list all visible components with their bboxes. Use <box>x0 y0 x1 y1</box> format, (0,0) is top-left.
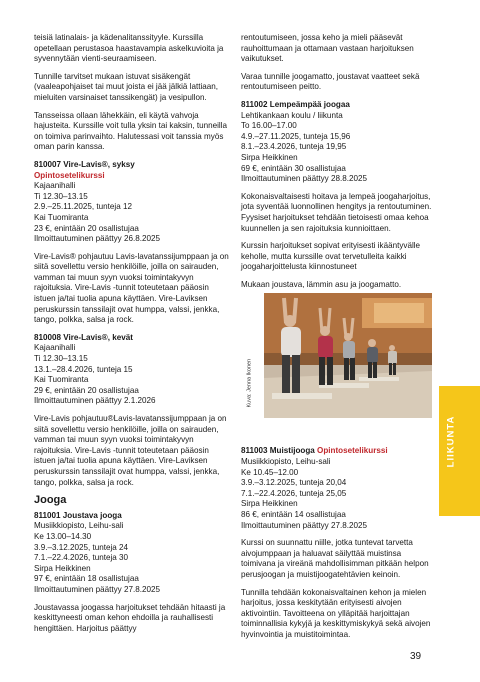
course-time: To 16.00–17.00 <box>241 121 297 131</box>
course-location: Musiikkiopisto, Leihu-sali <box>241 457 331 467</box>
course-price: 86 €, enintään 14 osallistujaa <box>241 510 346 520</box>
course-teacher: Kai Tuomiranta <box>34 375 89 385</box>
course-location: Kajaanihalli <box>34 181 76 191</box>
course-location: Lehtikankaan koulu / liikunta <box>241 110 343 120</box>
course-price: 69 €, enintään 30 osallistujaa <box>241 163 346 173</box>
course-registration: Ilmoittautuminen päättyy 27.8.2025 <box>241 520 367 530</box>
yoga-class-photo <box>264 293 432 418</box>
course-price: 29 €, enintään 20 osallistujaa <box>34 385 139 395</box>
course-tag: Opintosetelikurssi <box>34 170 105 180</box>
course-dates: 13.1.–28.4.2026, tunteja 15 <box>34 364 133 374</box>
course-description: Kurssi on suunnattu niille, jotka tuntevat tarvetta aivojumppaan ja haluavat säilyttää muistinsa toimivana ja vireänä mahdollisimman pitkään helpon perusjoogan ja muistijoogatehtävien keinoin. <box>241 538 429 579</box>
continued-paragraph: rentoutumiseen, jossa keho ja mieli pääsevät rauhoittumaan ja ottamaan vastaan harjoituksen vaikutukset. <box>241 33 414 64</box>
course-location: Kajaanihalli <box>34 343 76 353</box>
course-teacher: Sirpa Heikkinen <box>34 563 91 573</box>
course-price: 23 €, enintään 20 osallistujaa <box>34 223 139 233</box>
course-teacher: Sirpa Heikkinen <box>241 499 298 509</box>
course-dates-spring: 7.1.–22.4.2026, tunteja 25,05 <box>241 488 347 498</box>
course-registration: Ilmoittautuminen päättyy 26.8.2025 <box>34 234 160 244</box>
course-time: Ti 12.30–13.15 <box>34 354 88 364</box>
course-dates-autumn: 3.9.–3.12.2025, tunteja 24 <box>34 542 129 552</box>
course-time: Ke 10.45–12.00 <box>241 467 299 477</box>
course-dates-autumn: 4.9.–27.11.2025, tunteja 15,96 <box>241 131 351 141</box>
course-811001 <box>34 511 230 596</box>
yoga-class-illustration <box>264 293 432 418</box>
course-title: 811002 Lempeämpää joogaa <box>241 99 350 109</box>
course-dates-spring: 7.1.–22.4.2026, tunteja 30 <box>34 553 129 563</box>
course-time: Ti 12.30–13.15 <box>34 191 88 201</box>
course-price: 97 €, enintään 18 osallistujaa <box>34 574 139 584</box>
course-location: Musiikkiopisto, Leihu-sali <box>34 521 124 531</box>
course-title-text: 811003 Muistijooga <box>241 446 315 456</box>
course-description: Joustavassa joogassa harjoitukset tehdään hitaasti ja keskittyneesti oman kehon ehdoilla ja rauhallisesti hengittäen. Harjoitus päättyy <box>34 602 226 633</box>
course-dates-autumn: 3.9.–3.12.2025, tunteja 20,04 <box>241 478 347 488</box>
course-811003 <box>241 446 437 531</box>
course-title: 811001 Joustava jooga <box>34 510 122 520</box>
course-810007 <box>34 160 230 245</box>
photo-credit-text: Kuva: Jenna Ikonen <box>246 358 253 408</box>
course-registration: Ilmoittautuminen päättyy 2.1.2026 <box>34 396 156 406</box>
course-description: Kurssin harjoitukset sopivat erityisesti ikääntyvälle keholle, mutta kurssille ovat tervetulleita kaikki joogaharjoittelusta kiinnostuneet <box>241 241 421 272</box>
course-811002 <box>241 100 437 185</box>
intro-paragraph: Tansseissa ollaan lähekkäin, eli käytä vahvoja hajusteita. Kurssille voit tulla yksin tai kaksin, tunneilla on toimiva parinvaihto. Halutessasi voit tanssia myös oman parin kanssa. <box>34 110 227 152</box>
course-description: Vire-Lavis® pohjautuu Lavis-lavatanssijumppaan ja on siitä sovellettu versio henkilöille, joilla on sairauden, vamman tai muun syyn vuoksi toimintakyvyn rajoituksia. Vire-Lavis -tunnit toteutetaan pääosin istuen ja/tai tuolia apuna käyttäen. Vire-Laviksen peruskurssin tanssilajit ovat humppa, valssi, jenkka, tango, polkka, salsa ja rock. <box>34 251 229 325</box>
intro-paragraph: teisiä latinalais- ja kädenalitanssityyle. Kurssilla opetellaan perustasoa haastavampia askelkuvioita ja syvennytään vienti-seuraamiseen. <box>34 33 224 64</box>
section-side-label <box>441 400 461 490</box>
course-description: Vire-Lavis pohjautuu®Lavis-lavatanssijumppaan ja on siitä sovellettu versio henkilöille, joilla on sairauden, vamman tai muun syyn vuoksi toimintakyvyn rajoituksia. Vire-Lavis -tunnit toteutetaan pääosin istuen ja/tai tuolia apuna käyttäen. Vire-Laviksen peruskurssin tanssilajit ovat humppa, valssi, jenkka, tango, polkka, salsa ja rock. <box>34 414 227 487</box>
course-title: 810008 Vire-Lavis®, kevät <box>34 332 133 342</box>
course-teacher: Kai Tuomiranta <box>34 212 89 222</box>
course-registration: Ilmoittautuminen päättyy 27.8.2025 <box>34 584 160 594</box>
continued-paragraph: Varaa tunnille joogamatto, joustavat vaatteet sekä rentoutumiseen peitto. <box>241 71 420 92</box>
course-dates-spring: 8.1.–23.4.2026, tunteja 19,95 <box>241 142 347 152</box>
course-description: Tunnilla tehdään kokonaisvaltainen kehon ja mielen harjoitus, jossa keskitytään erityisesti aivojen aktivointiin. Tavoitteena on ylläpitää harjoittajan toiminnallisia kykyjä ja keskittymiskykyä sekä aivojen hyvinvointia ja muistitoimintaa. <box>241 587 431 639</box>
course-description: Kokonaisvaltaisesti hoitava ja lempeä joogaharjoitus, jota syventää luonnollinen hengitys ja rentoutuminen. Fyysiset harjoitukset tehdään tietoisesti omaa kehoa kuunnellen ja sen rajoituksia kunnioittaen. <box>241 191 432 233</box>
course-title: 810007 Vire-Lavis®, syksy <box>34 159 135 169</box>
course-dates: 2.9.–25.11.2025, tunteja 12 <box>34 202 132 212</box>
photo-credit <box>244 295 256 415</box>
section-side-label-text: LIIKUNTA <box>445 415 457 468</box>
intro-paragraph: Tunnille tarvitset mukaan istuvat sisäkengät (vaaleapohjaiset tai muut joista ei jää jälkiä lattiaan, mieluiten varsinaiset tanssikengät) ja vesipullon. <box>34 71 219 102</box>
course-description: Mukaan joustava, lämmin asu ja joogamatto. <box>241 279 402 289</box>
course-tag: Opintosetelikurssi <box>317 446 388 456</box>
course-time: Ke 13.00–14.30 <box>34 531 92 541</box>
course-teacher: Sirpa Heikkinen <box>241 152 298 162</box>
section-heading-jooga: Jooga <box>34 494 67 507</box>
page-number: 39 <box>410 651 422 662</box>
course-810008 <box>34 333 230 407</box>
course-registration: Ilmoittautuminen päättyy 28.8.2025 <box>241 174 367 184</box>
left-column <box>34 33 230 641</box>
course-title <box>241 446 437 457</box>
